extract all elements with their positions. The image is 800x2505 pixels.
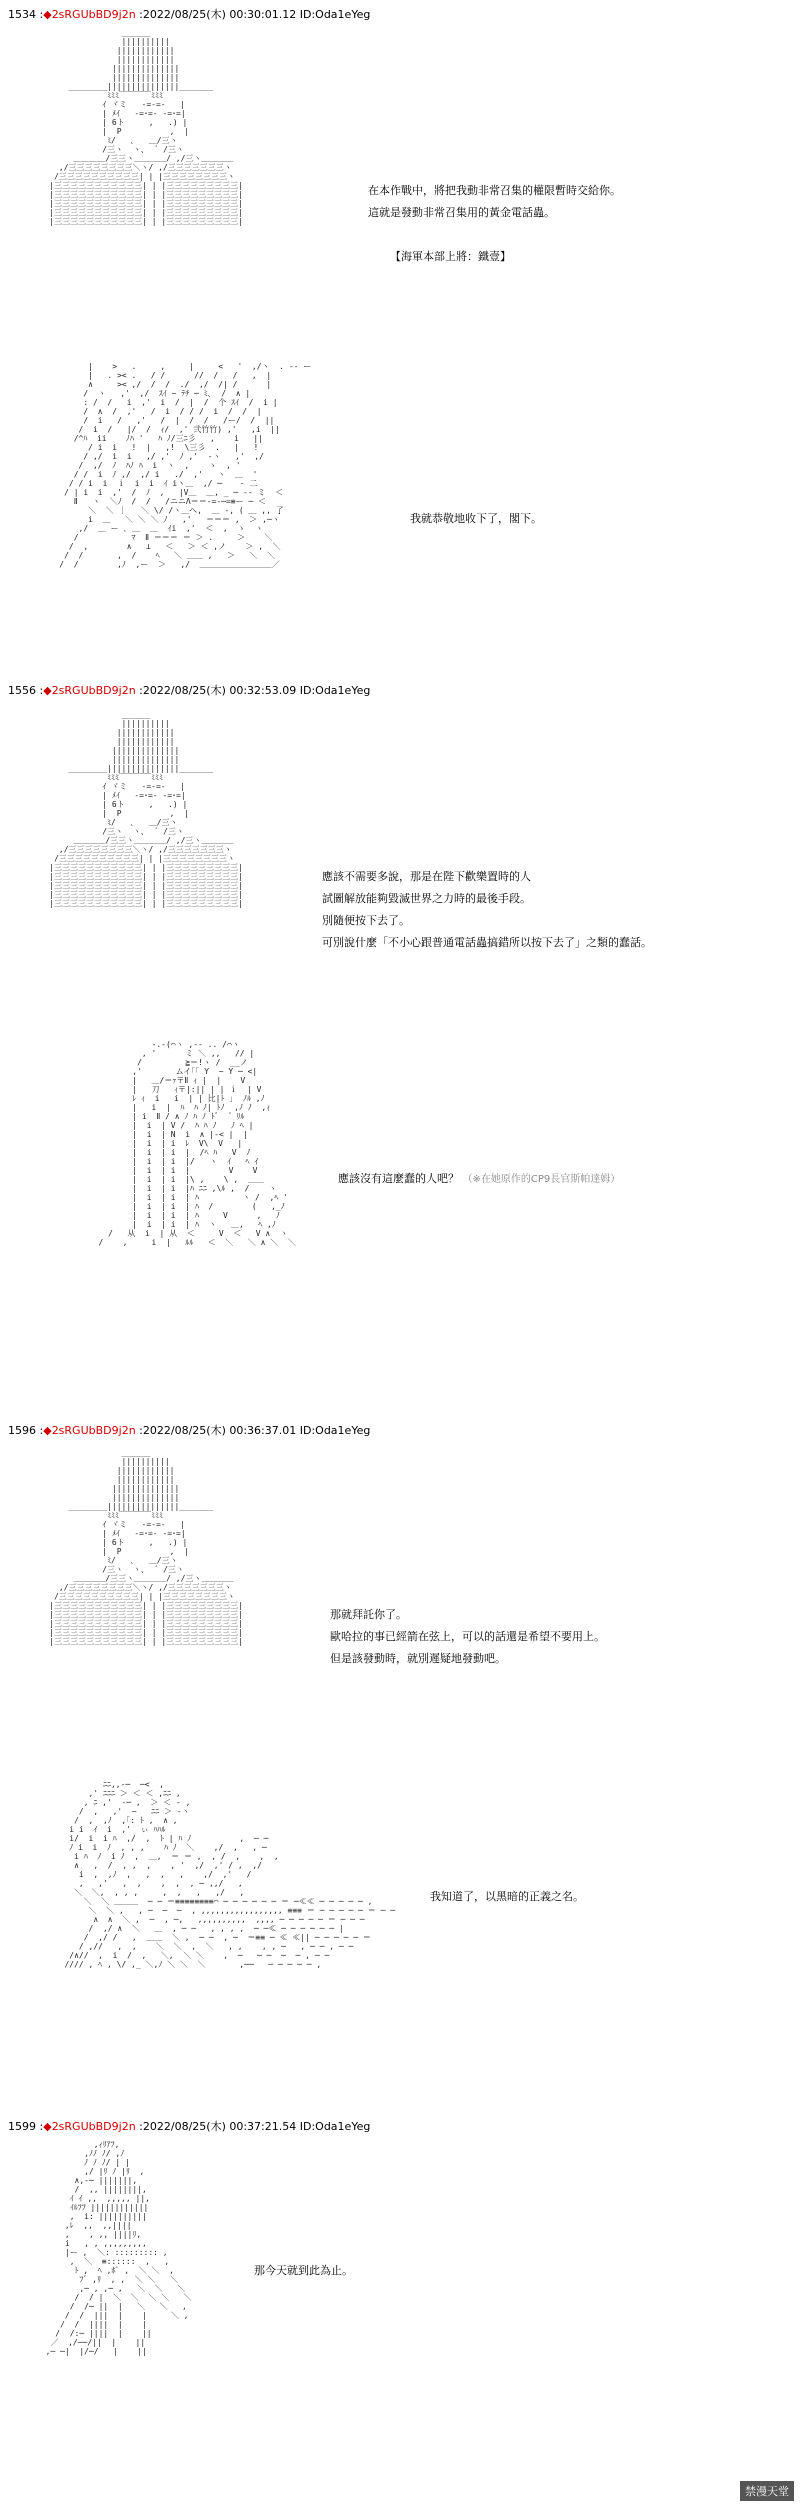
post-header: 1534 :◆2sRGUbBD9j2n :2022/08/25(木) 00:30:01.12 ID:Oda1eYeg	[8, 8, 371, 21]
post-header: 1556 :◆2sRGUbBD9j2n :2022/08/25(木) 00:32:53.09 ID:Oda1eYeg	[8, 684, 371, 697]
ascii-art-agent: | > . , | < ' ,/ヽ . -- ー | . >< . / / // / / , | ∧ >< ,/ / / ./ ,/ /| / | / ヽ ,' ,/ ｽｲ ~ ﾃﾁ ─ ﾐ､ / ∧ | : / / i ,' i / | / 个 ｽｲ / i | / ∧ / ,' / i / / / i / / | / i / ,' / | / / /ー/ / || / i / |/ / ｨ/ ,' 弐竹竹) ,' ,i || /^ﾊ ii ﾉﾊ ' ﾊ ﾉ/三ﾆ彡 , i || / i i ! | ,! \三彡 . | ! / ,/ i i ,/ ,' ﾉ ,' -ヽ ,' ,/ / ,/ ﾉ ﾊﾉ ﾊ i ヽ , ゝ , ' / / i ﾉ ,/ ,/ i ./ ,' ヽ ＿ ' / / i i ｉ i i ｲ iヽ＿ ,/ ─ - 二 / | i i ,' / ﾉ , |V＿ ＿, _ ─ -- ミ ＜ Ⅱ ヽ ＼ﾉ / / /ニニΛ＝＝-=-─=≡ー ─ ＜ ＼ ＼ ｜ ＼ \/ /ヽ＿へ, ＿ -, ( ＿ ,, 了 i ＿ ＼ ＼ ＼ ﾉ ,' ＝＝＝ , ＞ ,─ヽ ,/ ＿ ー ､ ＿ ＿ ｲi ,' ＜ , ゝ ヽ / ﾏ Ⅱ ＝＝＝ ＝ ＞ . ＞ ＼ / , ∧ ⊥ ＜ ＞ ＜ ,ノ ＞ , ＼ / / , / ﾍ ＼ ＿＿ , ＞ ＼ ＼ / / ,ﾉ ,ー ＞ ,/ ＿＿＿＿＿＿＿＿＿／	[59, 362, 312, 569]
ascii-art-figure: ,ｨﾘｱﾌ, ,ﾉﾉ ﾉ/ ,ﾉ ﾉ ﾉ ﾉ/ | | ,/ |ﾘ ﾉ |ﾘ , ∧,-─ |||||||, / ,, ||||||||, ｲ ｲ ,, ,,,,, ||, ｲﾙﾌﾌ |||||||||||| , i: |||||||||| ,ﾚ ,, ,,|||| , , ,, ||||ﾘ, i , , ,,,,,,,,, |ー , ＼: ::::::::: , , ＼ ≡:::::: , , ﾄ , ﾍ ,ﾎﾟ , ＼ ＼ , ﾌﾞ ,ﾘ , , ＼ ＼ ＼ ,─ , ,─ , ＼ ＼ ＼ / / | ＼ ＼ ＼ ＼ ＼ / /─ || | ＼ ＼ , / / ||| | | ＼ , / / |||| | | / /:─ |||| | || ／ ,/──/|| | || ,─ ─| |/─/ | ||	[45, 2140, 192, 2356]
closing-line: 那今天就到此為止。	[254, 2264, 353, 2277]
watermark-badge: 禁漫天堂	[740, 2481, 794, 2501]
ascii-art-admiral: ______ |||||||||| |||||||||||| |||||||||||| |||||||||||||| |||||||||||||| ________|||||||||||||||_______ ﾐﾐﾐ￣￣￣￣ﾐﾐﾐ ｲ ヾミ -=-=- | | ﾒｲ -=･=- -=･=| | 6ト , .) | | P , | ﾐ/ ､ ＿/三ヽ /三ヽ ヽ、 ´ /三ヽ ＿＿＿＿/三三ヽ＿＿＿＿/ ,/三ヽ＿＿＿＿ ,/三三三三三三三三＼ヽ/ ,/三三三三三三三ヽ /三三三三三三三三三三| | |三三三三三三三三ヽ |三三三三三三三三三三三| | |三三三三三三三三三| |三三三三三三三三三三三| | |三三三三三三三三三| |三三三三三三三三三三三| | |三三三三三三三三三| |三三三三三三三三三三三| | |三三三三三三三三三| |三三三三三三三三三三三| | |三三三三三三三三三|	[49, 1448, 243, 1646]
dialog-line: 那就拜託你了。	[330, 1608, 407, 1621]
post-meta: :2022/08/25(木) 00:37:21.54 ID:Oda1eYeg	[139, 2120, 371, 2133]
dialog-line	[368, 224, 621, 246]
dialog-line: 應該不需要多說，那是在陛下歡樂置時的人	[322, 870, 531, 883]
dialog-line: 可別說什麼「不小心跟普通電話蟲搞錯所以按下去了」之類的蠢話。	[322, 936, 652, 949]
ascii-art-gunner: ﾆﾆ,,-─ ─< , ,' ﾆﾆﾆ ＞ ＜ ＜ ,ﾆﾆ , , ﾆ ,' -─ , ＞ ＜ - , / , ,' ~ ﾆﾆ ＞ -ヽ / , ,ﾉ ,｢: ﾄ , ∧ , i i ｲ i ,' ぃ ﾊﾊﾙ i/ i i ﾊ ,/ , ﾄ | ﾊ ﾉ , ─ ─ ﾉ i i ﾉ , , , ﾊ ﾉ ＼ ,/ , , ─ i ﾊ ﾉ i ﾉ , ＿, ＝ ＝ , , / , , , ∧ , / , , , , ' ,/ ,' / , ,/ i , ,ﾉ , , , , ,/ ,' / , ,' , , , , , ─ ,,/ , ＼ ＼, , , , , , , ,/ , ＼ ＼ ＿＿＿ ─ ─ ＝≡≡≡≡≡≡≡≡⌒ ─ ─ ─ ─ ─ ─ ＝ ─≪≪ ─ ─ ─ ─ ─ , ＼ ＼ , , ─ ─ ─ , ,,,,,,,,,,,,,,,,, ≡≡≡ ＝ ─ ─ ─ ─ ─ ＝ ─ ─ ∧ ∧ ＼ , ─ , ─, ,,,,,,,,,, ,,,, ─ ─ ─ ─ ─ ＝ ─ ─ ─ / ,/ ∧ ＼ ＿ , ─ ─ , , , , ─ ─≪ ─ ─ ─ ─ ─ ─ | / ,/ / , ＿＿ ＼ , ─ ─ , ─ ＝≡≡ ─ ≪ ≪|| ─ ─ ─ ─ ─ ＝ / ,// , , ＼ ＼ , ＼ , , , , ─ , ─ ─ , ─ ─ /∧// , i / , ＼, ＼ ＼ , ─ ─ ─ ─ ─ , ─ ─ //// , ﾍ , \/ ,_ ＼,ﾉ ＼ ＼ ＼ ,── ─ ─ ─ ─ ─ ,	[64, 1780, 396, 1969]
dialog-line: 這就是發動非常召集用的黃金電話蟲。	[368, 206, 555, 219]
post-meta: :2022/08/25(木) 00:32:53.09 ID:Oda1eYeg	[139, 684, 371, 697]
tripcode-link[interactable]: 2sRGUbBD9j2n	[51, 8, 136, 21]
post-number: 1534	[8, 8, 36, 21]
dialog-line: 別隨便按下去了。	[322, 914, 410, 927]
post-number: 1599	[8, 2120, 36, 2133]
ascii-art-spandam: -.-(⌒ヽ ,-- .. /⌒ヽ , ' ミ ＼ ,, // | / ≧＝!ヽ / __ノ ,' ムイ｢｢ Y ~ Y ─ <| | ＿/＝ｧ〒Ⅱ ｨ | | V | 刀 ｨ〒|:|| | | ｉ | V ﾚ ｨ i i | | 比|ﾄ ｣ ﾉﾙ ,ﾉ | i | ﾊ ﾊ ﾉ| ﾄﾉ ,ﾉ ﾉ ,ｨ | i Ⅱ / ∧ ﾉ ﾊ ﾉ ﾄﾞ ゛ﾘﾙ | i | V / ﾊ ﾊ ﾉ ﾉ ﾍ | | i | N i ∧ |-< | | | i | i ﾚ V\ V | | i | i | /ﾍ ﾊ V ﾉ | i | i |/ ヽ ｲ ﾍ ｲ | i | i | V V | i | i |\ , \ , ＿＿ | i | i |ﾊ ﾆﾆ ,\ﾙ , / ヽ | i | i | ﾊ ヽ / ,ﾍ ' | i | i | ﾊ / ( ,_ﾉ | i | i | ﾊ V , ﾉ | i | i | ﾊ ヽ ＿, ﾍ ,ﾉ / 从 i | 从 ＜ V ＜ V ∧ ヽ / , i | ﾙﾙ ＜ ＼ ＼ ∧ ＼ ＼	[98, 1040, 296, 1247]
tripcode-link[interactable]: 2sRGUbBD9j2n	[51, 684, 136, 697]
ascii-art-admiral: ______ |||||||||| |||||||||||| |||||||||||| |||||||||||||| |||||||||||||| ________|||||||||||||||_______ ﾐﾐﾐ￣￣￣￣ﾐﾐﾐ ｲ ヾミ -=-=- | | ﾒｲ -=･=- -=･=| | 6ト , .) | | P , | ﾐ/ ､ ＿/三ヽ /三ヽ ヽ、 ´ /三ヽ ＿＿＿＿/三三ヽ＿＿＿＿/ ,/三ヽ＿＿＿＿ ,/三三三三三三三三＼ヽ/ ,/三三三三三三三ヽ /三三三三三三三三三三| | |三三三三三三三三ヽ |三三三三三三三三三三三| | |三三三三三三三三三| |三三三三三三三三三三三| | |三三三三三三三三三| |三三三三三三三三三三三| | |三三三三三三三三三| |三三三三三三三三三三三| | |三三三三三三三三三| |三三三三三三三三三三三| | |三三三三三三三三三|	[49, 710, 243, 908]
post-number: 1556	[8, 684, 36, 697]
ascii-art-admiral: ______ |||||||||| |||||||||||| |||||||||||| |||||||||||||| |||||||||||||| ________|||||||||||||||_______ ﾐﾐﾐ￣￣￣￣ﾐﾐﾐ ｲ ヾミ -=-=- | | ﾒｲ -=･=- -=･=| | 6ト , .) | | P , | ﾐ/ ､ ＿/三ヽ /三ヽ ヽ、 ´ /三ヽ ＿＿＿＿/三三ヽ＿＿＿＿/ ,/三ヽ＿＿＿＿ ,/三三三三三三三三＼ヽ/ ,/三三三三三三三ヽ /三三三三三三三三三三| | |三三三三三三三三ヽ |三三三三三三三三三三三| | |三三三三三三三三三| |三三三三三三三三三三三| | |三三三三三三三三三| |三三三三三三三三三三三| | |三三三三三三三三三| |三三三三三三三三三三三| | |三三三三三三三三三| |三三三三三三三三三三三| | |三三三三三三三三三|	[49, 28, 243, 226]
reply-note: （※在她原作的CP9長官斯帕達姆）	[462, 1174, 621, 1185]
dialog-block	[368, 180, 621, 268]
dialog-line: 歐哈拉的事已經箭在弦上，可以的話還是希望不要用上。	[330, 1630, 605, 1643]
post-meta: :2022/08/25(木) 00:36:37.01 ID:Oda1eYeg	[139, 1424, 371, 1437]
post-meta: :2022/08/25(木) 00:30:01.12 ID:Oda1eYeg	[139, 8, 371, 21]
dialog-line: 但是該發動時，就別遲疑地發動吧。	[330, 1652, 506, 1665]
post-header: 1596 :◆2sRGUbBD9j2n :2022/08/25(木) 00:36:37.01 ID:Oda1eYeg	[8, 1424, 371, 1437]
tripcode-link[interactable]: 2sRGUbBD9j2n	[51, 2120, 136, 2133]
trip-mark: ◆	[43, 1424, 52, 1437]
tripcode-link[interactable]: 2sRGUbBD9j2n	[51, 1424, 136, 1437]
trip-mark: ◆	[43, 8, 52, 21]
trip-mark: ◆	[43, 684, 52, 697]
reply-line: 我知道了，以黑暗的正義之名。	[430, 1890, 584, 1903]
post-number: 1596	[8, 1424, 36, 1437]
dialog-line: 試圖解放能夠毀滅世界之力時的最後手段。	[322, 892, 531, 905]
trip-mark: ◆	[43, 2120, 52, 2133]
reply-line	[338, 1168, 620, 1191]
caption-line: 【海軍本部上將：鐵壹】	[390, 250, 511, 263]
post-header: 1599 :◆2sRGUbBD9j2n :2022/08/25(木) 00:37:21.54 ID:Oda1eYeg	[8, 2120, 371, 2133]
reply-text: 應該沒有這麼蠢的人吧？	[338, 1172, 459, 1185]
dialog-block	[330, 1604, 605, 1670]
dialog-block	[322, 866, 652, 954]
reply-line: 我就恭敬地收下了，閣下。	[410, 512, 542, 525]
dialog-line: 在本作戰中，將把我動非常召集的權限暫時交給你。	[368, 184, 621, 197]
